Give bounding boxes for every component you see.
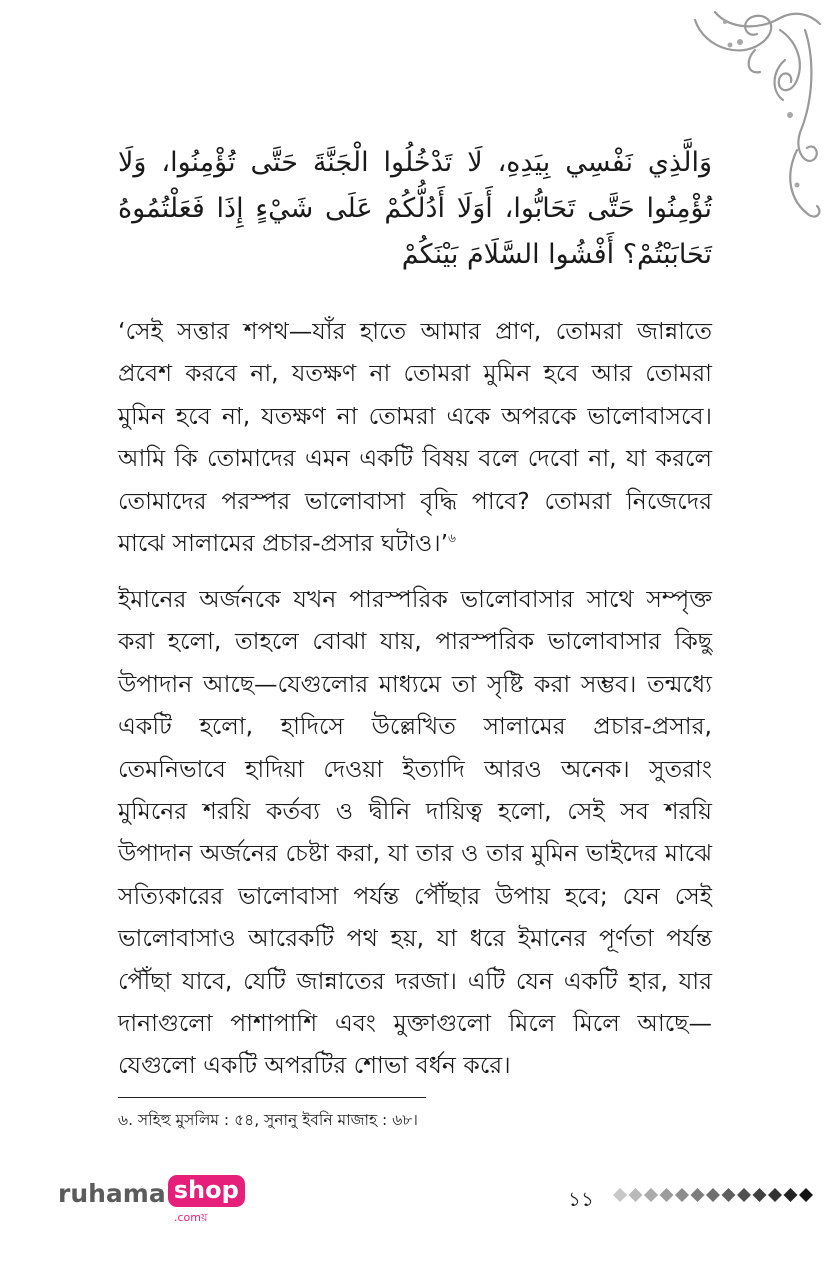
brand-suffix: .comয়	[174, 1211, 208, 1224]
diamond-icon	[753, 1188, 767, 1202]
brand-name-part1: ruhama	[58, 1179, 166, 1208]
diamond-icon	[737, 1188, 751, 1202]
diamond-icon	[784, 1188, 798, 1202]
diamond-icon	[799, 1188, 813, 1202]
diamond-icon	[644, 1188, 658, 1202]
diamond-icon	[691, 1188, 705, 1202]
diamond-icon	[629, 1188, 643, 1202]
diamond-icon	[706, 1188, 720, 1202]
brand-logo	[58, 1175, 245, 1223]
diamond-icon	[675, 1188, 689, 1202]
translation-paragraph	[118, 310, 712, 564]
diamond-icon	[613, 1188, 627, 1202]
footnote: ৬. সহিহু মুসলিম : ৫৪, সুনানু ইবনি মাজাহ : ৬৮।	[118, 1111, 418, 1129]
brand-name-part2: shop	[168, 1175, 245, 1207]
footnote-marker: ৬	[448, 531, 456, 546]
body-paragraph: ইমানের অর্জনকে যখন পারস্পরিক ভালোবাসার সাথে সম্পৃক্ত করা হলো, তাহলে বোঝা যায়, পারস্পরিক ভালোবাসার কিছু উপাদান আছে—যেগুলোর মাধ্যমে তা সৃষ্টি করা সম্ভব। তন্মধ্যে একটি হলো, হাদিসে উল্লেখিত সালামের প্রচার-প্রসার, তেমনিভাবে হাদিয়া দেওয়া ইত্যাদি আরও অনেক। সুতরাং মুমিনের শরয়ি কর্তব্য ও দ্বীনি দায়িত্ব হলো, সেই সব শরয়ি উপাদান অর্জনের চেষ্টা করা, যা তার ও তার মুমিন ভাইদের মাঝে সত্যিকারের ভালোবাসা পর্যন্ত পৌঁছার উপায় হবে; যেন সেই ভালোবাসাও আরেকটি পথ হয়, যা ধরে ইমানের পূর্ণতা পর্যন্ত পৌঁছা যাবে, যেটি জান্নাতের দরজা। এটি যেন একটি হার, যার দানাগুলো পাশাপাশি এবং মুক্তাগুলো মিলে মিলে আছে—যেগুলো একটি অপরটির শোভা বর্ধন করে।	[118, 585, 712, 1080]
page-number: ১১	[568, 1187, 594, 1211]
diamond-row-icon	[612, 1186, 824, 1204]
translation-text: ‘সেই সত্তার শপথ—যাঁর হাতে আমার প্রাণ, তোমরা জান্নাতে প্রবেশ করবে না, যতক্ষণ না তোমরা মুমিন হবে আর তোমরা মুমিন হবে না, যতক্ষণ না তোমরা একে অপরকে ভালোবাসবে। আমি কি তোমাদের এমন একটি বিষয় বলে দেবো না, যা করলে তোমাদের পরস্পর ভালোবাসা বৃদ্ধি পাবে? তোমরা নিজেদের মাঝে সালামের প্রচার-প্রসার ঘটাও।’	[118, 317, 712, 558]
arabic-hadith-text: وَالَّذِي نَفْسِي بِيَدِهِ، لَا تَدْخُلُوا الْجَنَّةَ حَتَّى تُؤْمِنُوا، وَلَا تُؤْمِنُوا حَتَّى تَحَابُّوا، أَوَلَا أَدُلُّكُمْ عَلَى شَيْءٍ إِذَا فَعَلْتُمُوهُ تَحَابَبْتُمْ؟ أَفْشُوا السَّلَامَ بَيْنَكُمْ	[118, 147, 712, 270]
footnote-divider	[118, 1097, 426, 1098]
diamond-icon	[660, 1188, 674, 1202]
diamond-icon	[768, 1188, 782, 1202]
diamond-icon	[722, 1188, 736, 1202]
